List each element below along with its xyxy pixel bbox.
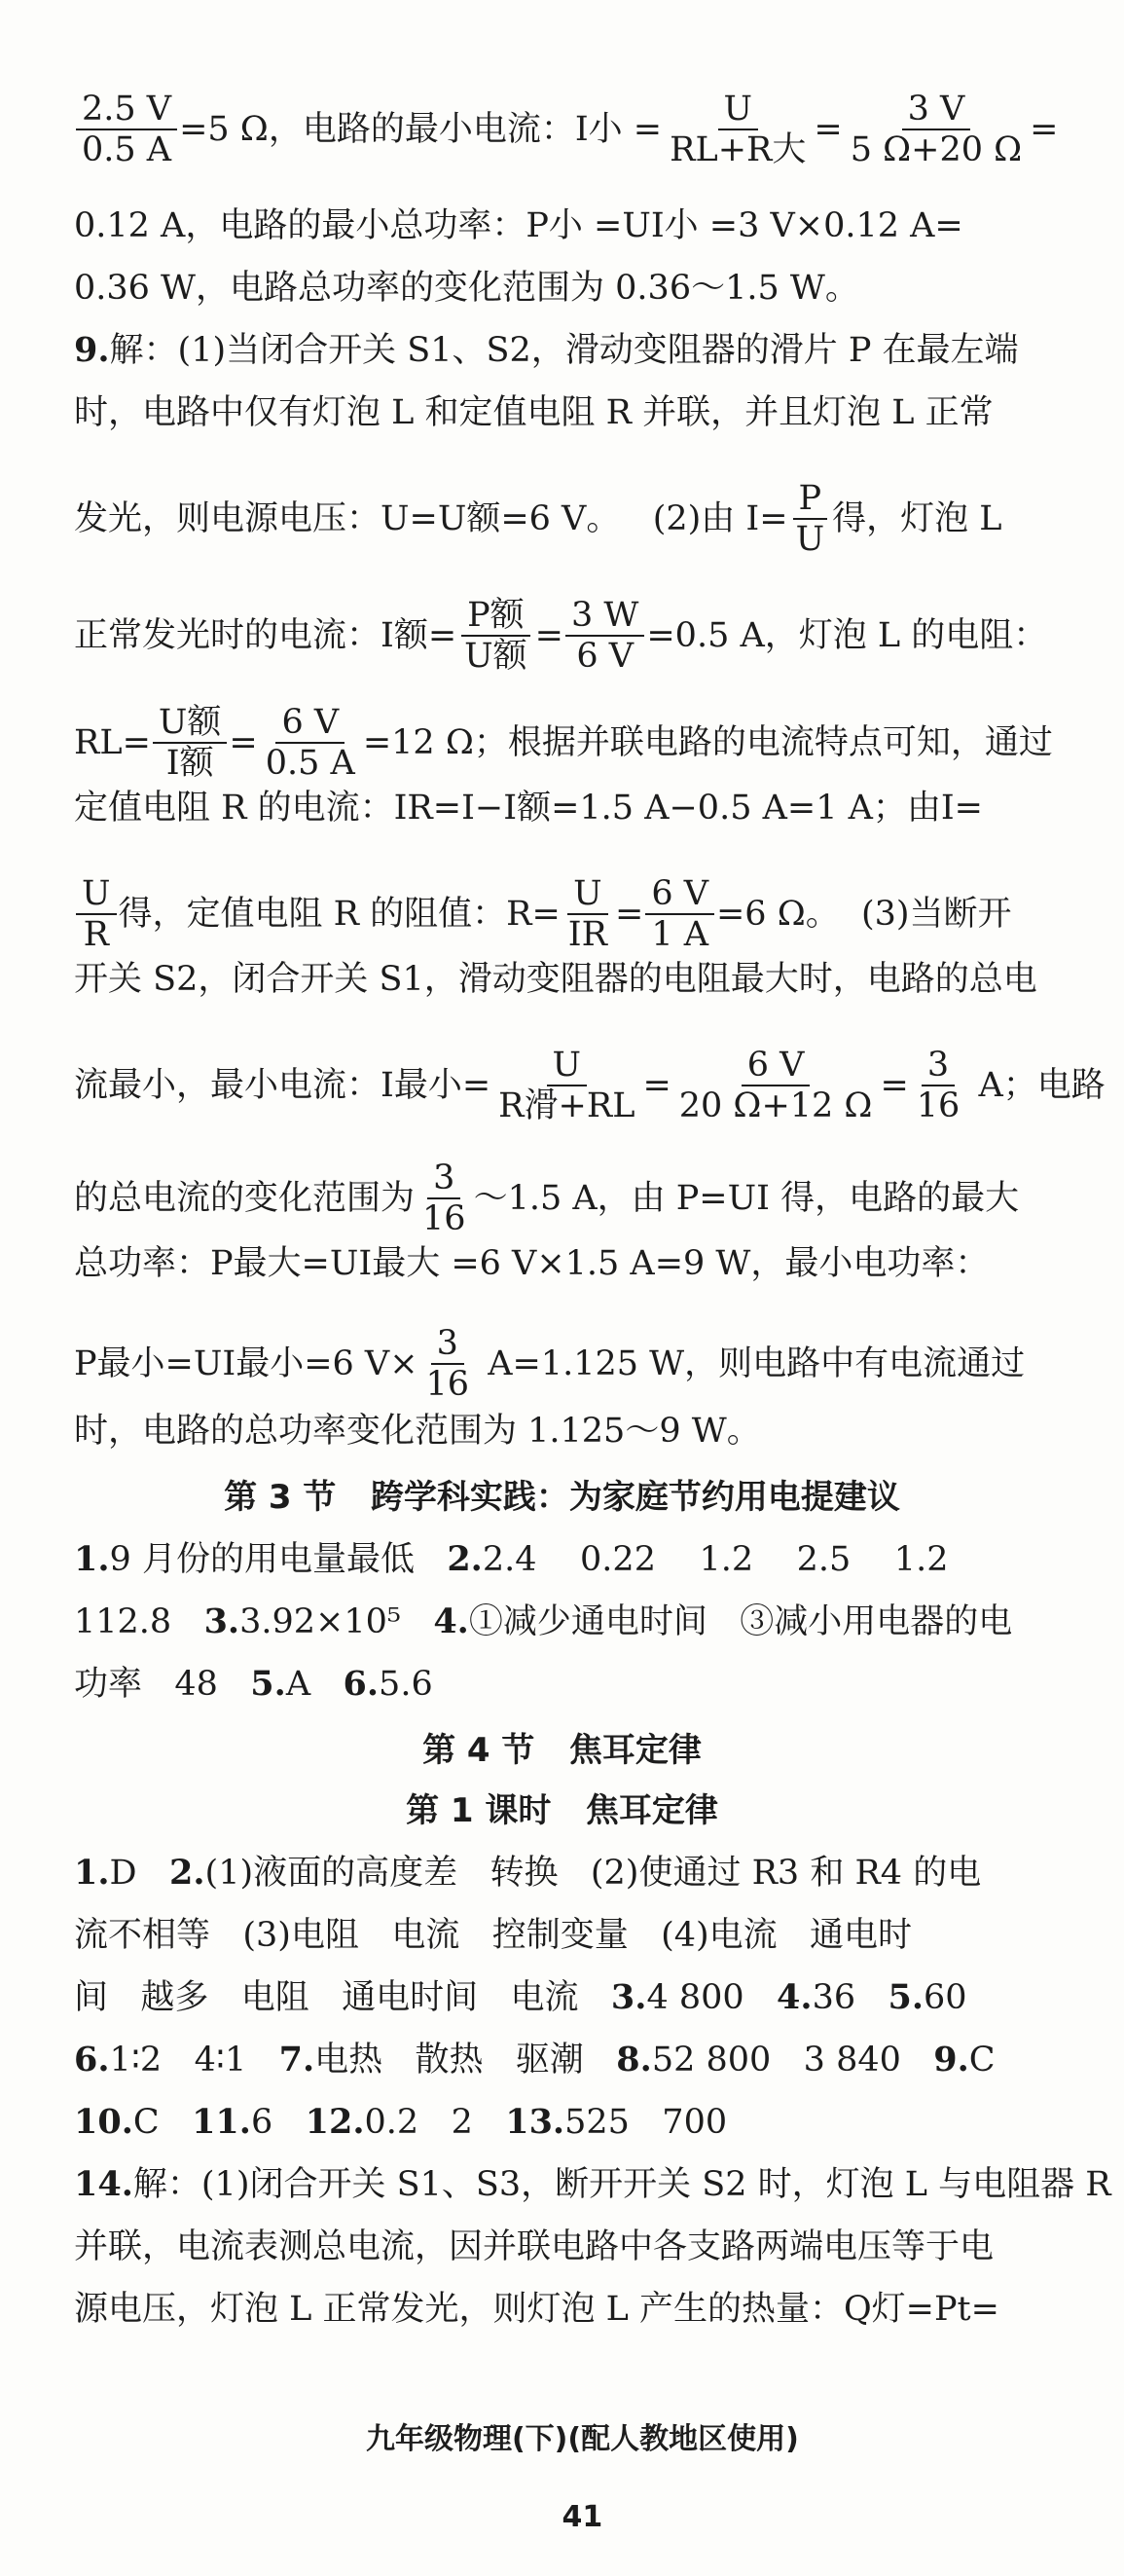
text-segment: 电热 散热 驱潮 <box>314 2041 617 2079</box>
numerator: P额 <box>461 596 530 637</box>
text-segment: 时，电路中仅有灯泡 L 和定值电阻 R 并联，并且灯泡 L 正常 <box>74 393 994 432</box>
text-line <box>74 789 1050 828</box>
question-number: 1. <box>74 1539 110 1579</box>
text-segment: A；电路 <box>967 1066 1106 1105</box>
text-segment: 5.6 <box>379 1665 433 1704</box>
question-number: 6. <box>343 1664 380 1704</box>
text-line <box>74 1854 1050 1893</box>
text-segment: 36 <box>812 1978 888 2017</box>
denominator: 1 A <box>651 915 708 954</box>
denominator: RL+R大 <box>670 130 807 169</box>
question-number: 2. <box>169 1853 205 1893</box>
text-segment: ①减少通电时间 ③减小用电器的电 <box>468 1602 1013 1641</box>
question-number: 1. <box>74 1853 110 1893</box>
text-segment: 解：(1)闭合开关 S1、S3，断开开关 S2 时，灯泡 L 与电阻器 R <box>132 2165 1111 2204</box>
fraction <box>911 1046 966 1125</box>
question-number: 4. <box>777 1977 813 2017</box>
section-heading: 第 4 节 焦耳定律 <box>422 1731 702 1770</box>
question-number: 11. <box>192 2102 251 2142</box>
text-line <box>74 1602 1050 1641</box>
numerator: 6 V <box>645 874 714 915</box>
page-number: 41 <box>562 2500 603 2534</box>
fraction <box>562 874 613 954</box>
fraction <box>420 1324 476 1404</box>
question-number: 8. <box>616 2040 652 2079</box>
numerator: U <box>76 874 117 915</box>
text-segment: 发光，则电源电压：U=U额=6 V。 (2)由 I= <box>74 499 788 538</box>
text-line <box>74 1540 1050 1579</box>
numerator: 3 <box>922 1046 955 1086</box>
text-segment: P最小=UI最小=6 V× <box>74 1344 418 1383</box>
text-segment: = <box>880 1066 909 1105</box>
question-number: 10. <box>74 2102 133 2142</box>
text-segment: 0.2 2 <box>364 2103 506 2142</box>
numerator: P <box>793 479 828 520</box>
text-segment: 并联，电流表测总电流，因并联电路中各支路两端电压等于电 <box>74 2227 995 2266</box>
text-segment: D <box>109 1854 169 1893</box>
text-segment: 间 越多 电阻 通电时间 电流 <box>74 1978 611 2017</box>
question-number: 3. <box>610 1977 647 2017</box>
text-segment: 的总电流的变化范围为 <box>74 1179 416 1218</box>
numerator: 6 V <box>742 1046 811 1086</box>
numerator: U <box>718 90 759 130</box>
question-number: 7. <box>278 2040 315 2079</box>
denominator: I额 <box>165 744 214 783</box>
text-segment: = <box>229 723 258 762</box>
denominator: U额 <box>464 637 527 676</box>
numerator: 3 <box>431 1324 464 1365</box>
text-segment: 开关 S2，闭合开关 S1，滑动变阻器的电阻最大时，电路的总电 <box>74 960 1037 999</box>
text-line <box>74 479 1050 559</box>
text-segment: = <box>642 1066 671 1105</box>
denominator: U <box>795 520 825 559</box>
text-segment: 0.36 W，电路总功率的变化范围为 0.36～1.5 W。 <box>74 269 859 308</box>
text-line <box>74 1916 1050 1955</box>
text-segment: =6 Ω。 (3)当断开 <box>715 895 1012 934</box>
text-segment: =12 Ω；根据并联电路的电流特点可知，通过 <box>362 723 1053 762</box>
fraction <box>565 596 644 676</box>
text-line <box>74 2103 1050 2142</box>
text-line <box>74 2290 1050 2329</box>
text-line <box>74 393 1050 432</box>
book-title: 九年级物理(下)(配人教地区使用) <box>365 2422 799 2456</box>
page-footer <box>0 2381 1124 2576</box>
question-number: 6. <box>74 2040 110 2079</box>
text-segment: C <box>968 2041 996 2079</box>
text-segment: 源电压，灯泡 L 正常发光，则灯泡 L 产生的热量：Q灯=Pt= <box>74 2290 999 2329</box>
denominator: 20 Ω+12 Ω <box>678 1086 873 1125</box>
text-segment: ～1.5 A，由 P=UI 得，电路的最大 <box>473 1179 1020 1218</box>
text-segment: 定值电阻 R 的电流：IR=I−I额=1.5 A−0.5 A=1 A；由I= <box>74 789 984 828</box>
text-line <box>74 206 1050 245</box>
fraction <box>845 90 1028 169</box>
numerator: 3 <box>427 1159 460 1199</box>
denominator: R <box>83 915 109 954</box>
question-number: 2. <box>447 1539 483 1579</box>
text-segment: C <box>132 2103 193 2142</box>
question-number: 3. <box>203 1601 240 1641</box>
fraction <box>417 1159 472 1238</box>
text-segment: 得，灯泡 L <box>832 499 1002 538</box>
fraction <box>492 1046 640 1125</box>
text-segment: 60 <box>924 1978 967 2017</box>
text-line <box>74 1412 1050 1451</box>
text-segment: =5 Ω，电路的最小电流：I小 = <box>179 110 663 149</box>
fraction <box>153 703 228 783</box>
fraction <box>645 874 714 954</box>
fraction <box>664 90 812 169</box>
text-segment: (1)液面的高度差 转换 (2)使通过 R3 和 R4 的电 <box>204 1854 982 1893</box>
numerator: 6 V <box>275 703 344 744</box>
text-segment: 正常发光时的电流：I额= <box>74 616 457 655</box>
text-segment: = <box>814 110 843 149</box>
section-heading: 第 3 节 跨学科实践：为家庭节约用电提建议 <box>224 1478 900 1517</box>
text-line <box>74 1046 1106 1125</box>
fraction <box>260 703 361 783</box>
text-line <box>74 874 1050 954</box>
text-line <box>74 1978 1050 2017</box>
text-segment: = <box>534 616 563 655</box>
text-segment: 流不相等 (3)电阻 电流 控制变量 (4)电流 通电时 <box>74 1916 913 1955</box>
text-segment: 解：(1)当闭合开关 S1、S2，滑动变阻器的滑片 P 在最左端 <box>109 331 1019 370</box>
text-line <box>74 1159 1050 1238</box>
denominator: 0.5 A <box>265 744 355 783</box>
denominator: 0.5 A <box>82 130 172 169</box>
text-segment: 功率 48 <box>74 1665 251 1704</box>
text-segment: 52 800 3 840 <box>651 2041 934 2079</box>
numerator: U <box>547 1046 588 1086</box>
lesson-heading: 第 1 课时 焦耳定律 <box>406 1791 718 1830</box>
text-segment: 6 <box>250 2103 306 2142</box>
text-segment: 4 800 <box>646 1978 778 2017</box>
text-segment: =0.5 A，灯泡 L 的电阻： <box>646 616 1048 655</box>
question-number: 4. <box>433 1601 469 1641</box>
text-line <box>74 960 1050 999</box>
question-number: 9. <box>74 330 110 370</box>
text-line <box>74 331 1050 370</box>
text-segment: = <box>614 895 644 934</box>
denominator: 6 V <box>576 637 634 676</box>
text-line <box>74 2164 1111 2204</box>
numerator: 3 W <box>565 596 644 637</box>
text-segment: 3.92×10⁵ <box>239 1602 434 1641</box>
text-line <box>74 1324 1050 1404</box>
numerator: 3 V <box>902 90 971 130</box>
question-number: 5. <box>250 1664 286 1704</box>
fraction <box>76 874 117 954</box>
text-line <box>74 269 1050 308</box>
text-line <box>74 2227 1050 2266</box>
text-segment: 1∶2 4∶1 <box>109 2041 279 2079</box>
text-segment: 0.12 A，电路的最小总功率：P小 =UI小 =3 V×0.12 A= <box>74 206 963 245</box>
text-segment: A=1.125 W，则电路中有电流通过 <box>477 1344 1026 1383</box>
text-line <box>74 1244 1050 1283</box>
text-segment: 2.4 0.22 1.2 2.5 1.2 <box>482 1540 949 1579</box>
text-line <box>74 1665 1050 1704</box>
text-segment: 总功率：P最大=UI最大 =6 V×1.5 A=9 W，最小电功率： <box>74 1244 990 1283</box>
fraction <box>76 90 177 169</box>
numerator: U额 <box>153 703 228 744</box>
denominator: R滑+RL <box>498 1086 635 1125</box>
fraction <box>458 596 533 676</box>
text-segment: 9 月份的用电量最低 <box>109 1540 448 1579</box>
text-segment: 得，定值电阻 R 的阻值：R= <box>118 895 561 934</box>
text-segment: = <box>1030 110 1059 149</box>
text-line <box>74 596 1050 676</box>
text-segment: 流最小，最小电流：I最小= <box>74 1066 491 1105</box>
numerator: U <box>567 874 608 915</box>
question-number: 9. <box>933 2040 969 2079</box>
text-segment: RL= <box>74 723 151 762</box>
denominator: IR <box>567 915 607 954</box>
question-number: 12. <box>305 2102 365 2142</box>
denominator: 16 <box>422 1199 466 1238</box>
fraction <box>673 1046 879 1125</box>
text-line <box>74 703 1053 783</box>
text-segment: A <box>285 1665 344 1704</box>
denominator: 5 Ω+20 Ω <box>850 130 1023 169</box>
fraction <box>790 479 831 559</box>
denominator: 16 <box>425 1365 470 1404</box>
question-number: 5. <box>888 1977 925 2017</box>
text-segment: 525 700 <box>564 2103 728 2142</box>
numerator: 2.5 V <box>76 90 177 130</box>
denominator: 16 <box>916 1086 961 1125</box>
text-segment: 时，电路的总功率变化范围为 1.125～9 W。 <box>74 1412 761 1451</box>
question-number: 14. <box>74 2164 133 2204</box>
question-number: 13. <box>505 2102 565 2142</box>
text-line <box>74 90 1059 169</box>
text-line <box>74 2041 1050 2079</box>
text-segment: 112.8 <box>74 1602 204 1641</box>
